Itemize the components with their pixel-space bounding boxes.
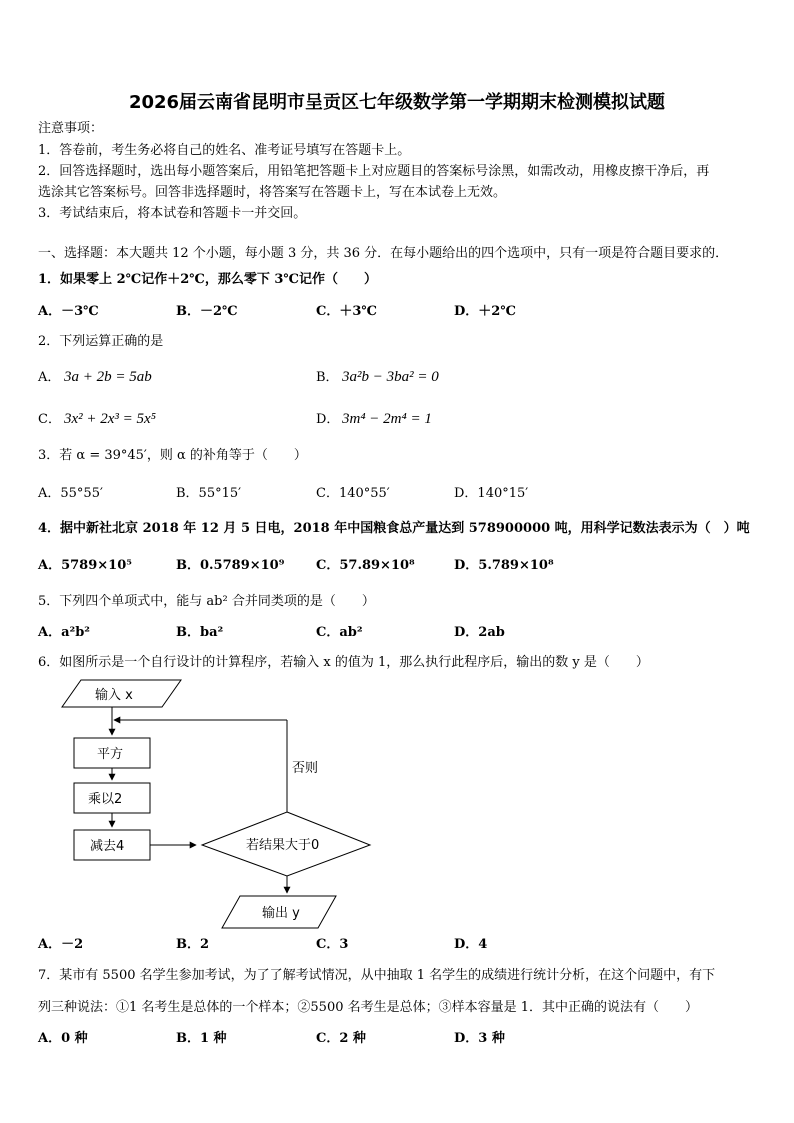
input-label: 输入 x	[95, 688, 133, 703]
option: B．55°15′	[176, 486, 242, 501]
option-letter: A．	[38, 370, 61, 385]
option-letter: C．	[38, 412, 61, 427]
option-letter: D．	[316, 412, 340, 427]
option: A．－2	[38, 937, 84, 952]
question-stem: 6．如图所示是一个自行设计的计算程序，若输入 x 的值为 1，那么执行此程序后，输出的数 y 是（ ）	[38, 655, 649, 670]
option: A．55°55′	[38, 486, 103, 501]
option: B．1 种	[176, 1031, 227, 1046]
option: D．3 种	[454, 1031, 505, 1046]
output-label: 输出 y	[262, 906, 300, 921]
question-stem: 5．下列四个单项式中，能与 ab² 合并同类项的是（ ）	[38, 594, 375, 609]
option: C．ab²	[316, 625, 363, 640]
option: A．5789×10⁵	[38, 558, 132, 573]
times2-label: 乘以2	[88, 792, 123, 807]
notice-item: 选涂其它答案标号。回答非选择题时，将答案写在答题卡上，写在本试卷上无效。	[38, 185, 507, 200]
option-formula: 3x² + 2x³ = 5x⁵	[64, 411, 156, 427]
decision-label: 若结果大于0	[246, 838, 320, 853]
option: C．＋3℃	[316, 304, 377, 319]
question-stem: 7．某市有 5500 名学生参加考试，为了了解考试情况，从中抽取 1 名学生的成绩进行统计分析，在这个问题中，有下	[38, 968, 716, 983]
question-stem: 1．如果零上 2℃记作＋2℃，那么零下 3℃记作（ ）	[38, 272, 377, 287]
option: A．0 种	[38, 1031, 88, 1046]
option: B．ba²	[176, 625, 224, 640]
option: A．－3℃	[38, 304, 99, 319]
notice-item: 3．考试结束后，将本试卷和答题卡一并交回。	[38, 206, 307, 221]
option: B．－2℃	[176, 304, 238, 319]
option: B．0.5789×10⁹	[176, 558, 285, 573]
option: B．2	[176, 937, 210, 952]
notice-item: 1．答卷前，考生务必将自己的姓名、准考证号填写在答题卡上。	[38, 143, 411, 158]
square-label: 平方	[97, 747, 124, 762]
option: C．140°55′	[316, 486, 390, 501]
option: A．a²b²	[38, 625, 90, 640]
question-stem: 2．下列运算正确的是	[38, 334, 164, 349]
option-formula: 3a + 2b = 5ab	[64, 369, 152, 385]
option-formula: 3a²b − 3ba² = 0	[342, 369, 439, 385]
notice-item: 2．回答选择题时，选出每小题答案后，用铅笔把答题卡上对应题目的答案标号涂黑，如需改动，用橡皮擦干净后，再	[38, 164, 710, 179]
option-letter: B．	[316, 370, 339, 385]
notice-heading: 注意事项：	[38, 121, 104, 136]
minus4-label: 减去4	[90, 839, 125, 854]
option: D．140°15′	[454, 486, 529, 501]
option-formula: 3m⁴ − 2m⁴ = 1	[342, 411, 432, 427]
section-heading: 一、选择题：本大题共 12 个小题，每小题 3 分，共 36 分．在每小题给出的四个选项中，只有一项是符合题目要求的．	[38, 246, 729, 261]
option: C．57.89×10⁸	[316, 558, 415, 573]
else-label: 否则	[292, 761, 319, 776]
question-stem: 3．若 α = 39°45′，则 α 的补角等于（ ）	[38, 448, 307, 463]
option: D．＋2℃	[454, 304, 516, 319]
option: D．5.789×10⁸	[454, 558, 554, 573]
option: C．2 种	[316, 1031, 366, 1046]
option: D．2ab	[454, 625, 505, 640]
page-title: 2026届云南省昆明市呈贡区七年级数学第一学期期末检测模拟试题	[128, 92, 666, 113]
option: C．3	[316, 937, 349, 952]
option: D．4	[454, 937, 488, 952]
question-stem: 4．据中新社北京 2018 年 12 月 5 日电，2018 年中国粮食总产量达到 578900000 吨，用科学记数法表示为（ ）吨	[38, 521, 750, 536]
question-stem: 列三种说法：①1 名考生是总体的一个样本；②5500 名考生是总体；③样本容量是 1．其中正确的说法有（ ）	[38, 1000, 699, 1015]
